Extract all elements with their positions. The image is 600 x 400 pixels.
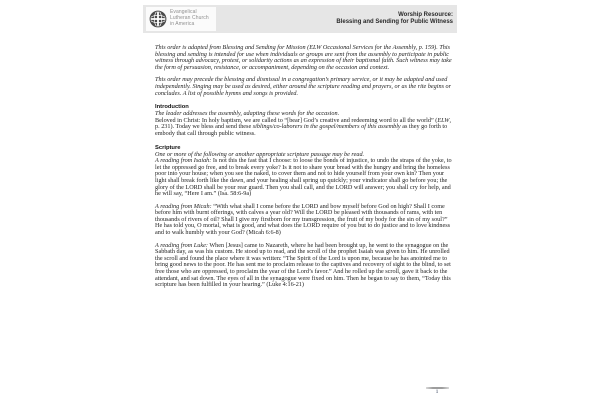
reading-isaiah [155, 158, 453, 198]
front-paragraph-2: This order may precede the blessing and dismissal in a congregation’s primary service, or it may be adapted and used independently. Singing may be used as desired, either around the scripture reading and prayers, or as the rite begins or concludes. A list of possible hymns and songs is provided. [155, 76, 452, 97]
elca-globe-cross-icon [149, 10, 167, 28]
document-title-line1: Worship Resource: [398, 11, 453, 18]
introduction-rubric: The leader addresses the assembly, adapting these words for the occasion. [155, 110, 340, 118]
org-name [170, 10, 209, 27]
reading-micah [155, 204, 453, 237]
document-title [336, 12, 457, 27]
document-body [143, 33, 457, 289]
reading-luke [155, 243, 453, 289]
org-name-line: Evangelical [170, 9, 197, 16]
introduction-heading: Introduction [155, 104, 189, 111]
introduction-body: Beloved in Christ: In holy baptism, we are called to “[bear] God’s creative and redeeming word to all the world” (ELW, p. 231). Today we bless and send these siblings/co-laborers in the gospel/members of this assembly as they go forth to embody that call through public witness. [155, 116, 452, 137]
document-title-line2: Blessing and Sending for Public Witness [336, 19, 453, 25]
org-name-line: Lutheran Church [170, 15, 209, 22]
elca-logo [146, 7, 216, 31]
page-number: 1 [435, 389, 439, 395]
scripture-rubric: One or more of the following or another appropriate scripture passage may be read. [155, 150, 365, 158]
reading-micah-text: “With what shall I come before the LORD and bow myself before God on high? Shall I come before him with burnt offerings, with calves a year old? Will the LORD be pleased with thousands of rams, with ten thousands of rivers of oil? Shall I give my firstborn for my transgression, the fruit of my body for the sin of my soul?” He has told you, O mortal, what is good, and what does the LORD require of you but to do justice and to love kindness and to walk humbly with your God? (Micah 6:6-8) [155, 202, 451, 237]
org-name-line: in America [170, 20, 195, 27]
reading-luke-text: When [Jesus] came to Nazareth, where he had been brought up, he went to the synagogue on the Sabbath day, as was his custom. He stood up to read, and the scroll of the prophet Isaiah was given to him. He unrolled the scroll and found the place where it was written: “The Spirit of the Lord is upon me, because he has anointed me to bring good news to the poor. He has sent me to proclaim release to the captives and recovery of sight to the blind, to set free those who are oppressed, to proclaim the year of the Lord’s favor.” And he rolled up the scroll, gave it back to the attendant, and sat down. The eyes of all in the synagogue were fixed on him. Then he began to say to them, “Today this scripture has been fulfilled in your hearing.” (Luke 4:16-21) [155, 241, 451, 289]
document-page [143, 0, 457, 400]
document-header [143, 5, 457, 33]
reading-micah-lead: A reading from Micah: [155, 202, 212, 210]
front-paragraph-1: This order is adapted from Blessing and Sending for Mission (ELW Occasional Services for the Assembly, p. 159). This blessing and sending is intended for use when individuals or groups are sent from the assembly to participate in public witness through advocacy, protest, or solidarity actions as an expression of their baptismal faith. Such witness may take the form of persuasion, resistance, or accompaniment, depending on the occasion and context. [155, 44, 452, 71]
scripture-heading: Scripture [155, 144, 181, 151]
reading-isaiah-text: Is not this the fast that I choose: to loose the bonds of injustice, to undo the straps of the yoke, to let the oppressed go free, and to break every yoke? Is it not to share your bread with the hungry and bring the homeless poor into your house; when you see the naked, to cover them and not to hide yourself from your own kin? Then your light shall break forth like the dawn, and your healing shall spring up quickly; your vindicator shall go before you; the glory of the LORD shall be your rear guard. Then you shall call, and the LORD will answer; you shall cry for help, and he will say, “Here I am.” (Isa. 58:6-9a) [155, 157, 452, 198]
reading-luke-lead: A reading from Luke: [155, 241, 208, 249]
reading-isaiah-lead: A reading from Isaiah: [155, 157, 212, 165]
